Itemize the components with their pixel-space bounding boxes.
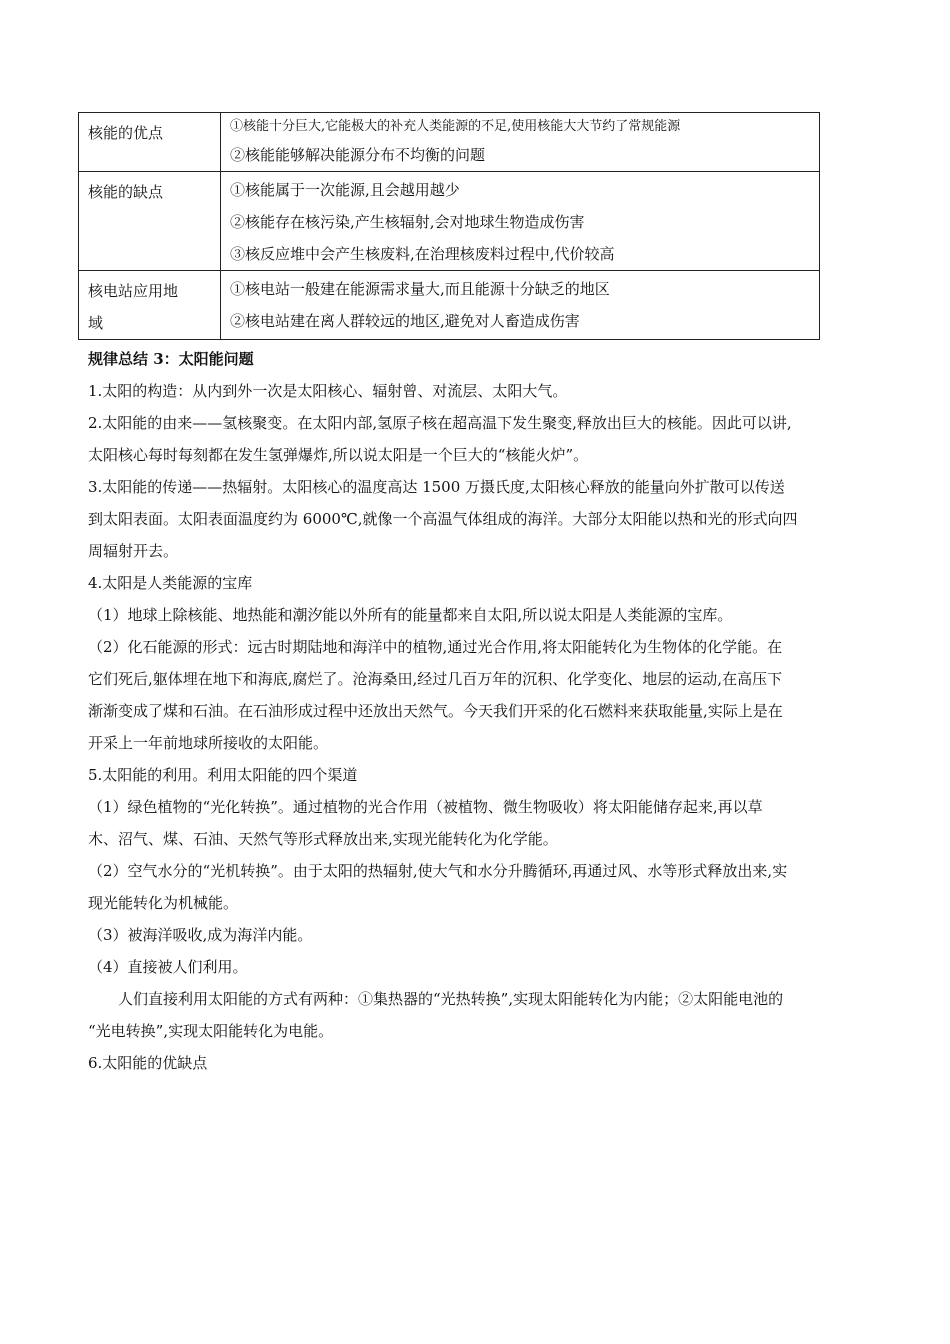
table-line: ②核能存在核污染,产生核辐射,会对地球生物造成伤害 bbox=[230, 213, 585, 231]
paragraph-line: （3）被海洋吸收,成为海洋内能。 bbox=[88, 926, 313, 944]
paragraph-line: 周辐射开去。 bbox=[88, 542, 179, 560]
row-header-text: 核电站应用地 bbox=[88, 282, 179, 300]
table-line: ②核电站建在离人群较远的地区,避免对人畜造成伤害 bbox=[230, 312, 580, 330]
paragraph-line: 它们死后,躯体埋在地下和海底,腐烂了。沧海桑田,经过几百万年的沉积、化学变化、地层的运动,在高压下 bbox=[88, 670, 783, 688]
paragraph-line: 开采上一年前地球所接收的太阳能。 bbox=[88, 734, 329, 752]
table-row bbox=[79, 271, 820, 340]
paragraph-line: （1）地球上除核能、地热能和潮汐能以外所有的能量都来自太阳,所以说太阳是人类能源的宝库。 bbox=[88, 606, 733, 624]
summary-title: 规律总结 3：太阳能问题 bbox=[88, 350, 254, 368]
table-row bbox=[79, 113, 820, 172]
row-header bbox=[79, 172, 221, 271]
paragraph-line: “光电转换”,实现太阳能转化为电能。 bbox=[88, 1022, 334, 1040]
table-line: ②核能能够解决能源分布不均衡的问题 bbox=[230, 146, 486, 164]
table-line: ③核反应堆中会产生核废料,在治理核废料过程中,代价较高 bbox=[230, 245, 615, 263]
paragraph-line: 2.太阳能的由来——氢核聚变。在太阳内部,氢原子核在超高温下发生聚变,释放出巨大的核能。因此可以讲, bbox=[88, 414, 792, 432]
row-header bbox=[79, 271, 221, 340]
paragraph-line: 渐渐变成了煤和石油。在石油形成过程中还放出天然气。今天我们开采的化石燃料来获取能量,实际上是在 bbox=[88, 702, 783, 720]
paragraph-line: 4.太阳是人类能源的宝库 bbox=[88, 574, 253, 592]
paragraph-line: （2）化石能源的形式：远古时期陆地和海洋中的植物,通过光合作用,将太阳能转化为生物体的化学能。在 bbox=[88, 638, 783, 656]
paragraph-line: （4）直接被人们利用。 bbox=[88, 958, 248, 976]
nuclear-energy-table bbox=[78, 112, 820, 340]
paragraph-line: 到太阳表面。太阳表面温度约为 6000℃,就像一个高温气体组成的海洋。大部分太阳能以热和光的形式向四 bbox=[88, 510, 798, 528]
row-header bbox=[79, 113, 221, 172]
table-row bbox=[79, 172, 820, 271]
table-line: ①核能十分巨大,它能极大的补充人类能源的不足,使用核能大大节约了常规能源 bbox=[230, 119, 681, 134]
paragraph-line: 太阳核心每时每刻都在发生氢弹爆炸,所以说太阳是一个巨大的“核能火炉”。 bbox=[88, 446, 589, 464]
paragraph-line: （1）绿色植物的“光化转换”。通过植物的光合作用（被植物、微生物吸收）将太阳能储存起来,再以草 bbox=[88, 798, 763, 816]
paragraph-line: 1.太阳的构造：从内到外一次是太阳核心、辐射曾、对流层、太阳大气。 bbox=[88, 382, 568, 400]
paragraph-line: 人们直接利用太阳能的方式有两种：①集热器的“光热转换”,实现太阳能转化为内能；②太阳能电池的 bbox=[88, 990, 784, 1008]
paragraph-line: 6.太阳能的优缺点 bbox=[88, 1054, 208, 1072]
table-line: ①核电站一般建在能源需求量大,而且能源十分缺乏的地区 bbox=[230, 280, 610, 298]
paragraph-line: （2）空气水分的“光机转换”。由于太阳的热辐射,使大气和水分升腾循环,再通过风、水等形式释放出来,实 bbox=[88, 862, 788, 880]
row-header-text: 域 bbox=[88, 314, 104, 332]
paragraph-line: 木、沼气、煤、石油、天然气等形式释放出来,实现光能转化为化学能。 bbox=[88, 830, 558, 848]
table-line: ①核能属于一次能源,且会越用越少 bbox=[230, 181, 460, 199]
paragraph-line: 3.太阳能的传递——热辐射。太阳核心的温度高达 1500 万摄氏度,太阳核心释放的能量向外扩散可以传送 bbox=[88, 478, 785, 496]
body-text bbox=[88, 343, 868, 1079]
row-content bbox=[221, 271, 820, 340]
row-header-text: 核能的优点 bbox=[88, 124, 164, 142]
row-content bbox=[221, 113, 820, 172]
paragraph-line: 现光能转化为机械能。 bbox=[88, 894, 239, 912]
row-content bbox=[221, 172, 820, 271]
row-header-text: 核能的缺点 bbox=[88, 183, 164, 201]
paragraph-line: 5.太阳能的利用。利用太阳能的四个渠道 bbox=[88, 766, 358, 784]
